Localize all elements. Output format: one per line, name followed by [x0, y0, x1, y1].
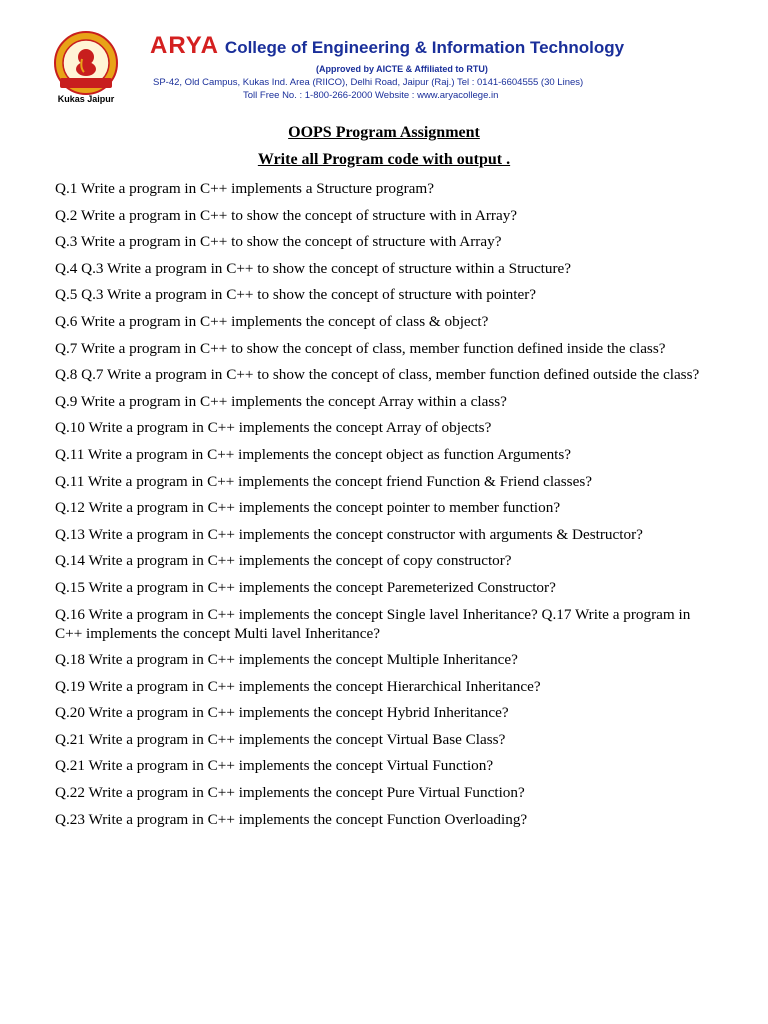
question-list — [55, 179, 715, 836]
question-item: Q.7 Write a program in C++ to show the concept of class, member function defined inside the class? — [55, 339, 666, 357]
question-item: Q.4 Q.3 Write a program in C++ to show the concept of structure within a Structure? — [55, 259, 572, 277]
arya-wordmark: ARYA — [150, 32, 219, 59]
question-item: Q.8 Q.7 Write a program in C++ to show the concept of class, member function defined outside the class? — [55, 366, 700, 384]
question-item: Q.23 Write a program in C++ implements the concept Function Overloading? — [55, 810, 528, 828]
letterhead — [38, 30, 738, 110]
college-name — [150, 32, 624, 60]
question-item: Q.14 Write a program in C++ implements the concept of copy constructor? — [55, 552, 512, 570]
question-item: Q.16 Write a program in C++ implements the concept Single lavel Inheritance? Q.17 Write a program in C++ implements the concept Multi lavel Inheritance? — [55, 605, 691, 642]
question-item: Q.22 Write a program in C++ implements the concept Pure Virtual Function? — [55, 784, 525, 802]
college-address: SP-42, Old Campus, Kukas Ind. Area (RIICO), Delhi Road, Jaipur (Raj.) Tel : 0141-6604555 (30 Lines) — [153, 77, 584, 88]
question-item: Q.12 Write a program in C++ implements the concept pointer to member function? — [55, 499, 561, 517]
question-item: Q.6 Write a program in C++ implements the concept of class & object? — [55, 312, 489, 330]
question-item: Q.11 Write a program in C++ implements the concept object as function Arguments? — [55, 445, 572, 463]
approval-note: (Approved by AICTE & Affiliated to RTU) — [316, 64, 488, 74]
question-item: Q.5 Q.3 Write a program in C++ to show the concept of structure with pointer? — [55, 286, 537, 304]
question-item: Q.18 Write a program in C++ implements the concept Multiple Inheritance? — [55, 651, 518, 669]
logo-caption: Kukas Jaipur — [57, 94, 115, 104]
page-subtitle: Write all Program code with output . — [257, 151, 511, 168]
page-title: OOPS Program Assignment — [288, 124, 480, 141]
question-item: Q.13 Write a program in C++ implements the concept constructor with arguments & Destructor? — [55, 525, 643, 543]
question-item: Q.10 Write a program in C++ implements the concept Array of objects? — [55, 419, 492, 437]
question-item: Q.11 Write a program in C++ implements the concept friend Function & Friend classes? — [55, 472, 592, 490]
question-item: Q.21 Write a program in C++ implements the concept Virtual Function? — [55, 757, 494, 775]
question-item: Q.15 Write a program in C++ implements the concept Paremeterized Constructor? — [55, 578, 556, 596]
question-item: Q.19 Write a program in C++ implements the concept Hierarchical Inheritance? — [55, 677, 541, 695]
question-item: Q.9 Write a program in C++ implements the concept Array within a class? — [55, 392, 507, 410]
college-name-text: College of Engineering & Information Technology — [224, 38, 625, 57]
question-item: Q.2 Write a program in C++ to show the concept of structure with in Array? — [55, 206, 518, 224]
ganesha-emblem-icon — [38, 30, 134, 96]
toll-free-website: Toll Free No. : 1-800-266-2000 Website : www.aryacollege.in — [243, 90, 499, 101]
question-item: Q.20 Write a program in C++ implements the concept Hybrid Inheritance? — [55, 704, 509, 722]
question-item: Q.3 Write a program in C++ to show the concept of structure with Array? — [55, 233, 502, 251]
question-item: Q.1 Write a program in C++ implements a Structure program? — [55, 180, 434, 197]
question-item: Q.21 Write a program in C++ implements the concept Virtual Base Class? — [55, 730, 506, 748]
college-logo — [38, 30, 134, 108]
